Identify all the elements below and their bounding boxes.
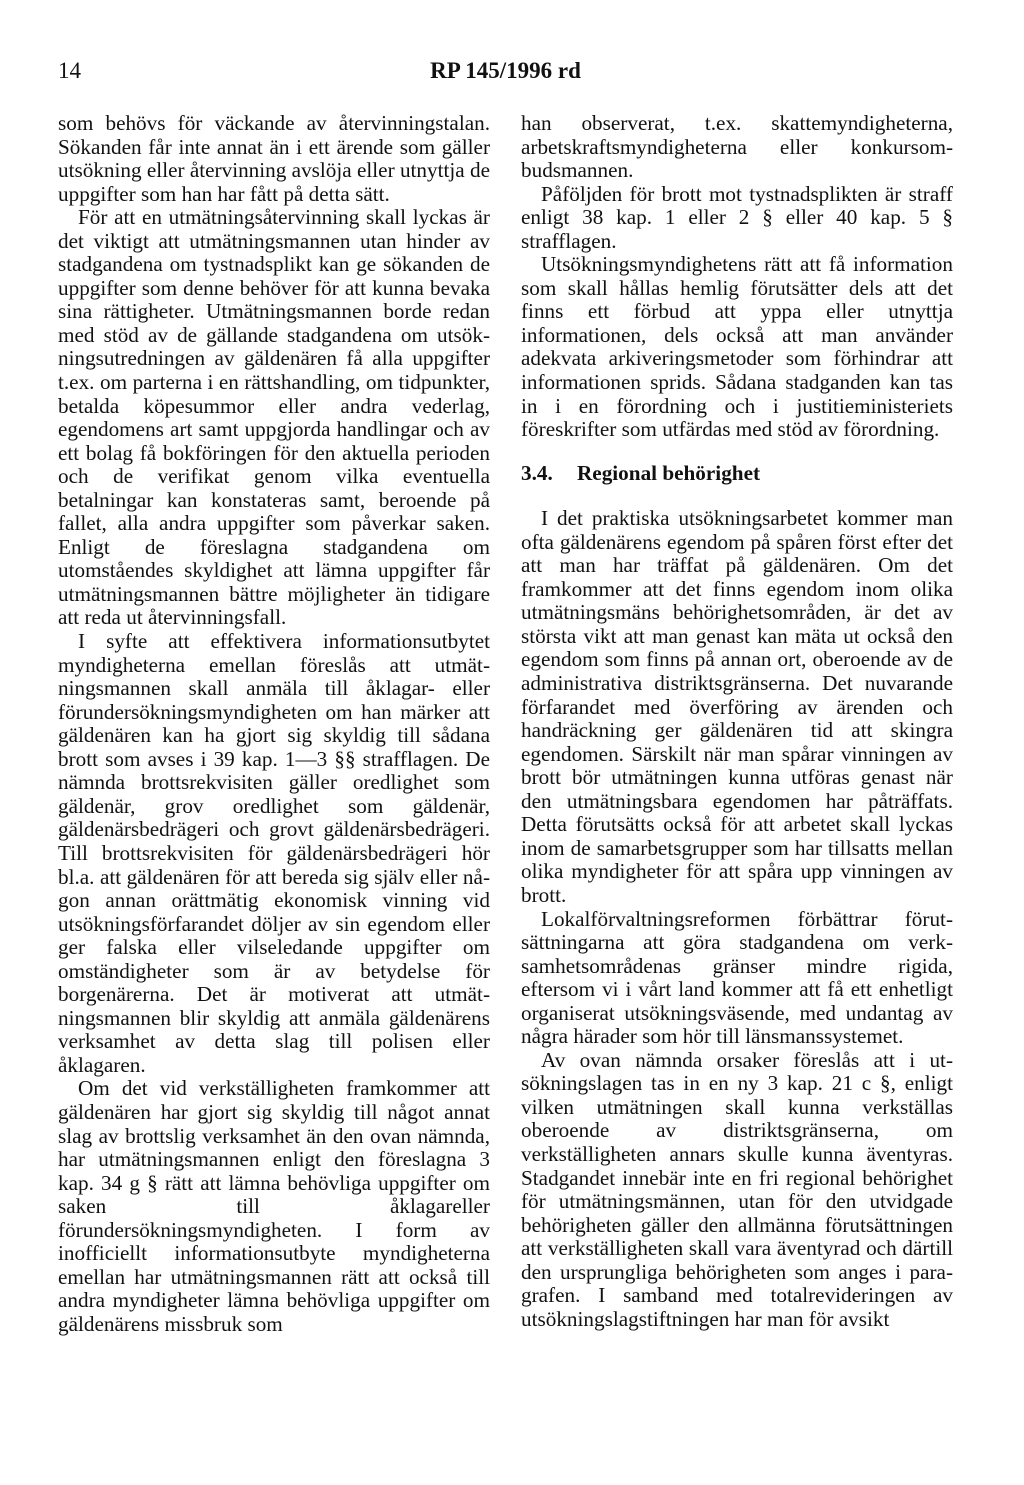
section-title: Regional behörighet [577,460,761,485]
paragraph: han observerat, t.ex. skattemyndigheterna, arbetskraftsmyndigheterna eller konkursombudsmannen. [521,111,953,183]
paragraph: Utsökningsmyndighetens rätt att få information som skall hållas hemlig förutsätter dels att det finns ett förbud att yppa eller utnyttja informationen, dels också att man använder adekvata arkiveringsmetoder som förhindrar att informationen sprids. Sådana stadganden kan tas in i en förordning och i justitieministeriets föreskrifter som utfärdas med stöd av förordning. [521,252,953,442]
paragraph: Av ovan nämnda orsaker föreslås att i utsökningslagen tas in en ny 3 kap. 21 c §, enligt vilken utmätningen skall kunna verkställas oberoende av distriktsgränserna, om verkställigheten annars skulle kunna äventyras. Stadgandet innebär inte en fri regional behörighet för utmätningsmännen, utan för den utvidgade behörigheten gäller den allmänna förutsättningen att verkställigheten skall vara äventyrad och därtill den ursprungliga behörigheten som anges i paragrafen. I samband med totalrevideringen av utsökningslagstiftningen har man för avsikt [521,1047,953,1331]
paragraph: Påföljden för brott mot tystnadsplikten är straff enligt 38 kap. 1 eller 2 § eller 40 kap. 5 § strafflagen. [521,181,953,253]
paragraph: För att en utmätningsåtervinning skall lyckas är det viktigt att utmätningsmannen utan hinder av stadgandena om tystnadsplikt kan ge sökanden de uppgifter som denne behöver för att kunna bevaka sina rättigheter. Utmätningsmannen borde redan med stöd av de gällande stadgandena om utsökningsutredningen av gäldenären få alla uppgifter t.ex. om parterna i en rättshandling, om tidpunkter, betalda köpesummor eller andra vederlag, egendomens art samt uppgjorda handlingar och av ett bolag få bokföringen för den aktuella perioden och de verifikat genom vilka eventuella betalningar kan konstateras samt, beroende på fallet, alla andra uppgifter som påverkar saken. Enligt de föreslagna stadgandena om utomståendes skyldighet att lämna uppgifter får utmätningsmannen bättre möjligheter än tidigare att reda ut återvinningsfall. [58,205,490,630]
paragraph: I det praktiska utsökningsarbetet kommer man ofta gäldenärens egendom på spåren först efter det att man har träffat på gäldenären. Om det framkommer att det finns egendom inom olika utmätningsmäns behörighetsområden, är det av största vikt att man genast kan mäta ut också den egendom som finns på annan ort, oberoende av de administrativa distriktsgränserna. Det nuvarande förfarandet med överföring av ärenden och handräckning ger gäldenären tid att skingra egendomen. Särskilt när man spårar vinningen av brott bör utmätningen kunna utföras genast när den utmätningsbara egendomen har påträffats. Detta förutsätts också för att arbetet skall lyckas inom de samarbetsgrupper som har tillsatts mellan olika myndigheter för att spåra upp vinningen av brott. [521,506,953,907]
paragraph: Om det vid verkställigheten framkommer att gäldenären har gjort sig skyldig till något annat slag av brottslig verksamhet än den ovan nämnda, har utmätningsmannen enligt den föreslagna 3 kap. 34 g § rätt att lämna behövliga uppgifter om saken till åklagareller förundersökningsmyndigheten. I form av inofficiellt informationsutbyte myndigheterna emellan har utmätningsmannen rätt att också till andra myndigheter lämna behövliga uppgifter om gäldenärens missbruk som [58,1076,490,1336]
section-heading [521,462,953,486]
paragraph: som behövs för väckande av återvinningstalan. Sökanden får inte annat än i ett ärende som gäller utsökning eller återvinning avslöja eller utnyttja de uppgifter som han har fått på detta sätt. [58,111,490,206]
right-column [521,112,953,1331]
paragraph: Lokalförvaltningsreformen förbättrar förutsättningarna att göra stadgandena om verksamhetsområdenas gränser mindre rigida, eftersom vi i vårt land kommer att få ett enhetligt organiserat utsökningsväsende, med undantag av några härader som hör till länsmanssystemet. [521,906,953,1049]
section-number: 3.4. [521,460,553,485]
document-reference: RP 145/1996 rd [430,58,581,83]
page-header [58,58,953,92]
page-number: 14 [58,58,81,83]
left-column [58,112,490,1336]
paragraph: I syfte att effektivera informationsutbytet myndigheterna emellan föreslås att utmätningsmannen skall anmäla till åklagar- eller förundersökningsmyndigheten om han märker att gäldenären kan ha gjort sig skyldig till sådana brott som avses i 39 kap. 1—3 §§ strafflagen. De nämnda brottsrekvisiten gäller oredlighet som gäldenär, grov oredlighet som gäldenär, gäldenärsbedrägeri och grovt gäldenärsbedrägeri. Till brottsrekvisiten för gäldenärsbedrägeri hör bl.a. att gäldenären för att bereda sig själv eller någon annan orättmätig ekonomisk vinning vid utsökningsförfarandet döljer av sin egendom eller ger falska eller vilseledande uppgifter om omständigheter som är av betydelse för borgenärerna. Det är motiverat att utmätningsmannen blir skyldig att anmäla gäldenärens verksamhet av detta slag till polisen eller åklagaren. [58,629,490,1077]
